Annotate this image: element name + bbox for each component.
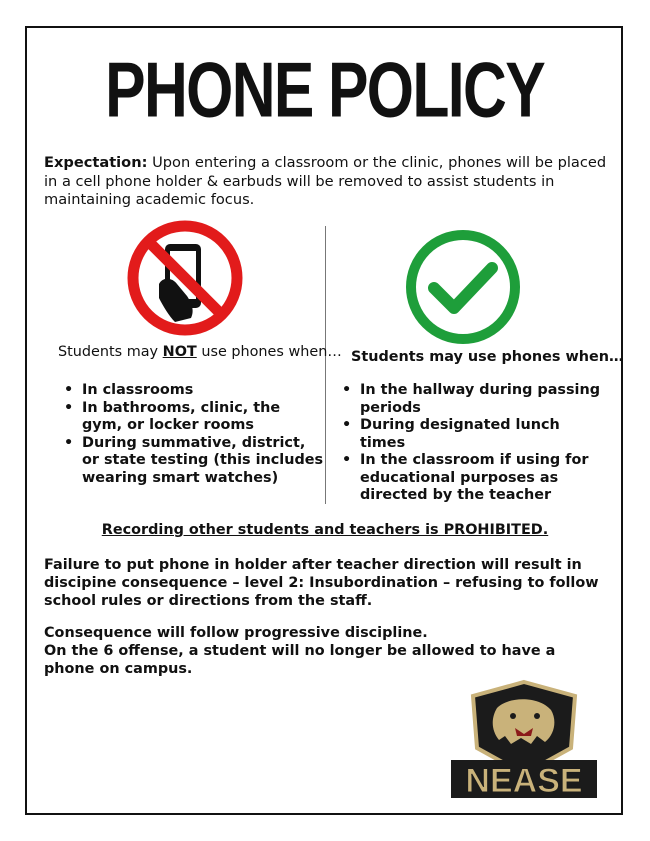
list-item: • In bathrooms, clinic, the gym, or locker rooms (60, 400, 325, 435)
not-allowed-list (60, 382, 325, 487)
not-allowed-caption: Students may NOT use phones when… (58, 344, 342, 360)
expectation-text: Upon entering a classroom or the clinic, phones will be placed in a cell phone holder & earbuds will be removed to assist students in maintaining academic focus. (44, 154, 607, 208)
checkmark-icon (404, 228, 522, 346)
expectation-paragraph (44, 154, 610, 210)
nease-logo (447, 678, 601, 803)
column-divider (325, 226, 326, 504)
list-item: • In the hallway during passing periods (338, 382, 608, 417)
failure-paragraph: Failure to put phone in holder after teacher direction will result in discipine consequence – level 2: Insubordination – refusing to follow school rules or directions from the staff. (44, 557, 599, 609)
list-item: • During designated lunch times (338, 417, 608, 452)
consequence-paragraph (44, 624, 610, 678)
page-title: PHONE POLICY (105, 45, 545, 134)
not-emphasis: NOT (162, 344, 197, 360)
allowed-caption: Students may use phones when… (351, 349, 624, 365)
expectation-label: Expectation: (44, 154, 148, 171)
recording-notice: Recording other students and teachers is PROHIBITED. (101, 522, 549, 538)
consequence-line-2: On the 6 offense, a student will no longer be allowed to have a phone on campus. (44, 643, 556, 677)
allowed-list (338, 382, 608, 505)
consequence-line-1: Consequence will follow progressive discipline. (44, 625, 428, 641)
list-item: • In classrooms (60, 382, 325, 400)
list-item: • During summative, district, or state testing (this includes wearing smart watches) (60, 435, 325, 488)
list-item: • In the classroom if using for educational purposes as directed by the teacher (338, 452, 608, 505)
no-phone-icon (125, 218, 245, 338)
logo-text: NEASE (465, 762, 583, 800)
